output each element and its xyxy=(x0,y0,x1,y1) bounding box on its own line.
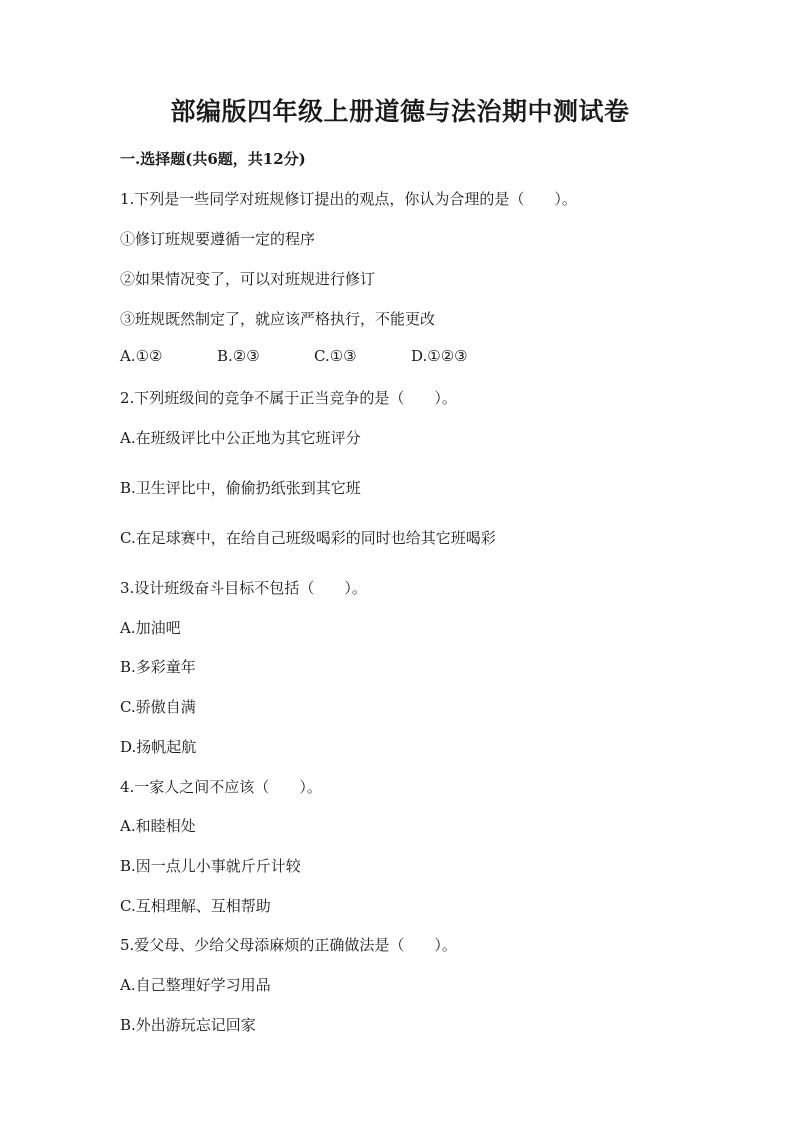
question-4-option-a: A.和睦相处 xyxy=(120,817,196,835)
section-heading: 一.选择题(共6题，共12分) xyxy=(120,150,306,168)
question-1-stem: 1.下列是一些同学对班规修订提出的观点，你认为合理的是（ ）。 xyxy=(120,190,577,208)
question-4-option-c: C.互相理解、互相帮助 xyxy=(120,897,271,915)
question-3-option-b: B.多彩童年 xyxy=(120,658,196,676)
question-4-option-b: B.因一点儿小事就斤斤计较 xyxy=(120,857,301,875)
question-5-option-a: A.自己整理好学习用品 xyxy=(120,976,271,994)
question-2-option-a: A.在班级评比中公正地为其它班评分 xyxy=(120,429,361,447)
question-3-option-d: D.扬帆起航 xyxy=(120,738,197,756)
question-1-option-b: B.②③ xyxy=(217,347,260,365)
question-2-stem: 2.下列班级间的竞争不属于正当竞争的是（ ）。 xyxy=(120,389,457,407)
question-5-stem: 5.爱父母、少给父母添麻烦的正确做法是（ ）。 xyxy=(120,936,457,954)
question-1-option-c: C.①③ xyxy=(314,347,357,365)
question-2-option-c: C.在足球赛中，在给自己班级喝彩的同时也给其它班喝彩 xyxy=(120,529,496,547)
exam-title: 部编版四年级上册道德与法治期中测试卷 xyxy=(170,97,630,126)
question-1-option-d: D.①②③ xyxy=(411,347,468,365)
question-3-option-c: C.骄傲自满 xyxy=(120,698,196,716)
question-1-statement-3: ③班规既然制定了，就应该严格执行，不能更改 xyxy=(120,310,436,328)
question-1-option-a: A.①② xyxy=(120,347,163,365)
question-1-statement-1: ①修订班规要遵循一定的程序 xyxy=(120,230,316,248)
question-4-stem: 4.一家人之间不应该（ ）。 xyxy=(120,778,322,796)
question-3-stem: 3.设计班级奋斗目标不包括（ ）。 xyxy=(120,579,367,597)
question-2-option-b: B.卫生评比中，偷偷扔纸张到其它班 xyxy=(120,479,361,497)
question-3-option-a: A.加油吧 xyxy=(120,619,181,637)
question-5-option-b: B.外出游玩忘记回家 xyxy=(120,1016,256,1034)
question-1-statement-2: ②如果情况变了，可以对班规进行修订 xyxy=(120,270,376,288)
